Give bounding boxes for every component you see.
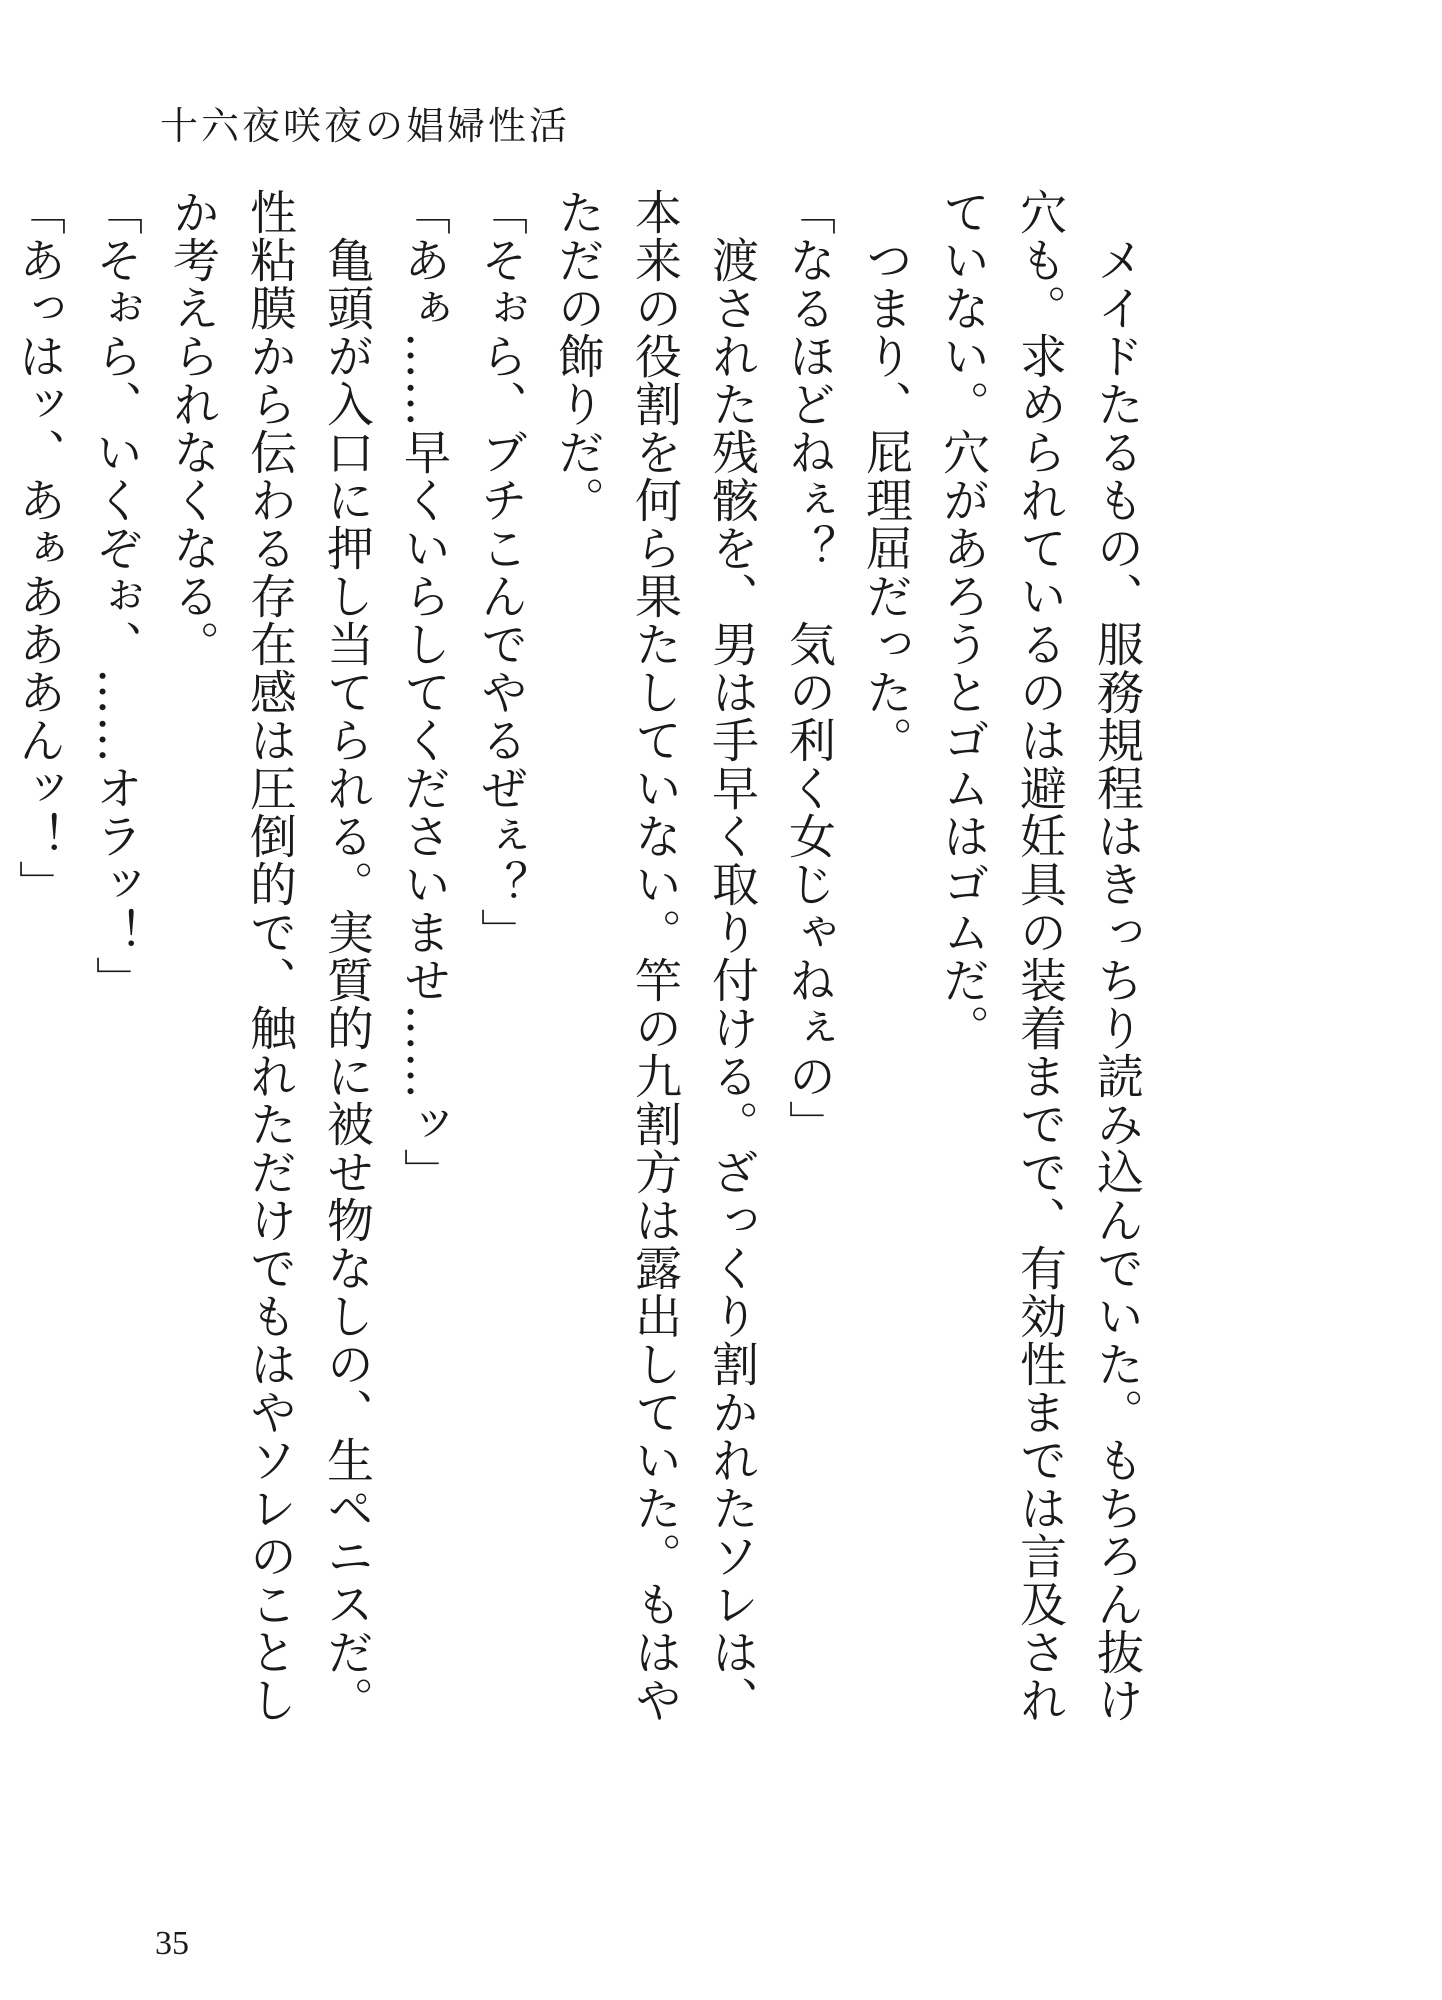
body-text (11, 188, 1155, 1768)
dialogue-line: 「そぉら、いくぞぉ、……オラッ！」 (88, 188, 143, 1004)
paragraph: 渡された残骸を、男は手早く取り付ける。ざっくり割かれたソレは、本来の役割を何ら果たしていない。竿の九割方は露出していた。もはやただの飾りだ。 (550, 188, 759, 1724)
dialogue-line: 「あぁ……早くいらしてくださいませ……ッ」 (396, 188, 451, 1196)
paragraph: つまり、屁理屈だった。 (858, 188, 913, 764)
dialogue-line: 「なるほどねぇ？ 気の利く女じゃねぇの」 (781, 188, 836, 1148)
running-head-title: 十六夜咲夜の娼婦性活 (160, 104, 571, 148)
dialogue-line: 「あっはッ、あぁあああんッ！」 (11, 188, 66, 908)
page-number: 35 (155, 1925, 189, 1962)
paragraph: メイドたるもの、服務規程はきっちり読み込んでいた。もちろん抜け穴も。求められているのは避妊具の装着までで、有効性までは言及されていない。穴があろうとゴムはゴムだ。 (935, 188, 1144, 1724)
paragraph: 亀頭が入口に押し当てられる。実質的に被せ物なしの、生ペニスだ。性粘膜から伝わる存在感は圧倒的で、触れただけでもはやソレのことしか考えられなくなる。 (165, 188, 374, 1724)
dialogue-line: 「そぉら、ブチこんでやるぜぇ？」 (473, 188, 528, 956)
